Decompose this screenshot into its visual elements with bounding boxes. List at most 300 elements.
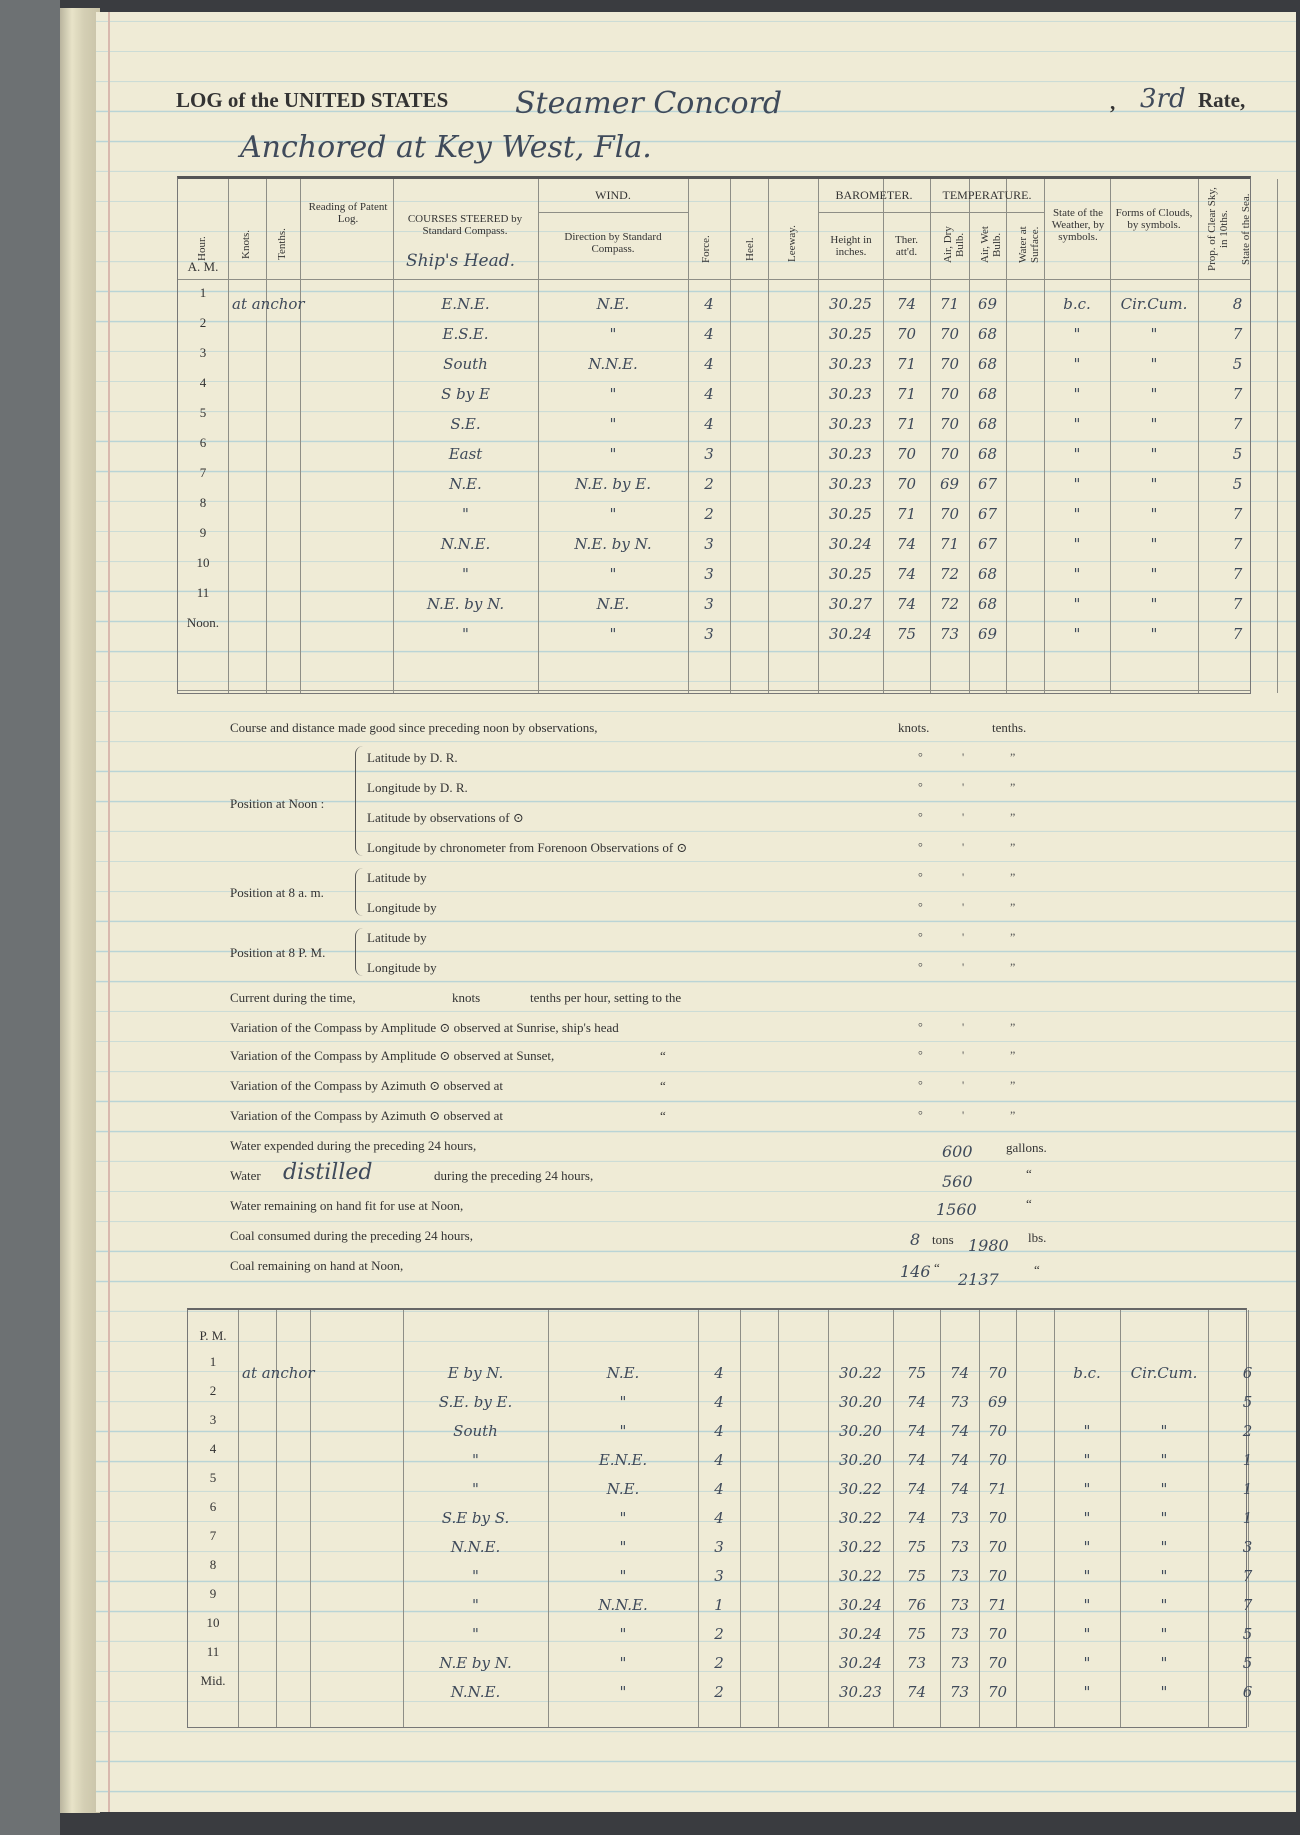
log-title: LOG of the UNITED STATES: [176, 88, 449, 112]
cell-dry: 74: [949, 1422, 970, 1440]
patent-log-header: Reading of Patent Log.: [308, 201, 388, 225]
column-divider: [300, 179, 301, 693]
cell-dry: 73: [949, 1538, 970, 1556]
cell-wind: N.E.: [596, 595, 630, 613]
cell-log: at anchor: [242, 1364, 315, 1382]
cell-height: 30.24: [829, 535, 872, 553]
column-divider: [266, 179, 267, 693]
cell-course: N.E.: [449, 475, 482, 493]
cell-ther: 75: [906, 1625, 927, 1643]
tenths-header: Tenths.: [276, 228, 288, 260]
cell-force: 4: [704, 295, 714, 313]
dry-bulb-header: Air, Dry Bulb.: [942, 226, 966, 264]
cell-course: ": [462, 625, 469, 643]
cell-wind: ": [619, 1509, 627, 1527]
column-divider: [1198, 179, 1199, 693]
cell-ther: 73: [906, 1654, 927, 1672]
ther-header: Ther. att'd.: [895, 234, 918, 258]
cell-force: 3: [704, 445, 714, 463]
cell-height: 30.25: [829, 565, 872, 583]
degree-mark: °: [918, 870, 923, 884]
column-divider: [730, 179, 731, 693]
cell-ther: 70: [896, 325, 917, 343]
cell-height: 30.20: [839, 1422, 882, 1440]
cell-clear: 7: [1232, 595, 1243, 613]
cell-course: ": [472, 1480, 479, 1498]
hour-label: 9: [209, 1586, 217, 1601]
cell-course: E.S.E.: [442, 325, 489, 343]
degree-mark: °: [918, 1048, 923, 1062]
cell-wet: 69: [987, 1393, 1008, 1411]
hour-label: 10: [206, 1615, 220, 1630]
water-expended-label: Water expended during the preceding 24 hours,: [230, 1138, 477, 1153]
cell-dry: 70: [939, 445, 960, 463]
cell-wet: 70: [987, 1625, 1008, 1643]
cell-dry: 73: [949, 1625, 970, 1643]
cell-course: N.E. by N.: [426, 595, 505, 613]
cell-ther: 74: [906, 1451, 927, 1469]
coal-consumed-label: Coal consumed during the preceding 24 hours,: [230, 1228, 473, 1243]
cell-clear: 7: [1232, 415, 1243, 433]
hour-label: 9: [199, 525, 207, 540]
cell-wind: ": [609, 505, 617, 523]
longitude-by-8am-label: Longitude by: [367, 900, 437, 915]
degree-mark: °: [918, 1108, 923, 1122]
cell-wet: 70: [987, 1567, 1008, 1585]
cell-height: 30.25: [829, 505, 872, 523]
cell-wet: 67: [977, 475, 998, 493]
cell-ther: 71: [896, 505, 917, 523]
cell-wind: N.N.E.: [598, 1596, 648, 1614]
cell-force: 4: [704, 355, 714, 373]
cell-dry: 70: [939, 415, 960, 433]
hour-label: 7: [199, 465, 207, 480]
cell-height: 30.23: [829, 475, 872, 493]
cell-weather: ": [1083, 1451, 1091, 1469]
cell-height: 30.20: [839, 1451, 882, 1469]
book-binding: [60, 8, 100, 1813]
cell-dry: 73: [949, 1393, 970, 1411]
cell-wind: ": [609, 625, 617, 643]
cell-dry: 71: [939, 295, 960, 313]
cell-clouds: ": [1150, 595, 1158, 613]
cell-course: N.N.E.: [450, 1683, 501, 1701]
column-divider: [818, 179, 819, 693]
cell-clear: 1: [1242, 1451, 1253, 1469]
cell-weather: ": [1083, 1625, 1091, 1643]
cell-force: 3: [704, 625, 714, 643]
cell-dry: 73: [949, 1509, 970, 1527]
cell-wet: 70: [987, 1538, 1008, 1556]
tons-label: tons: [932, 1232, 954, 1247]
coal-remaining-lbs: 2137: [958, 1270, 999, 1289]
cell-height: 30.22: [839, 1538, 882, 1556]
cell-clouds: Cir.Cum.: [1130, 1364, 1198, 1382]
cell-clouds: ": [1160, 1480, 1168, 1498]
cell-force: 4: [704, 415, 714, 433]
cell-course: N.E by N.: [439, 1654, 512, 1672]
cell-clear: 7: [1242, 1567, 1253, 1585]
latitude-by-8pm-label: Latitude by: [367, 930, 427, 945]
cell-course: S.E by S.: [441, 1509, 510, 1527]
cell-dry: 73: [949, 1567, 970, 1585]
cell-clouds: ": [1150, 565, 1158, 583]
cell-log: at anchor: [232, 295, 305, 313]
cell-clear: 5: [1242, 1625, 1253, 1643]
cell-ther: 71: [896, 415, 917, 433]
cell-weather: ": [1073, 475, 1081, 493]
cell-wind: ": [609, 325, 617, 343]
column-divider: [1277, 179, 1278, 693]
rate-number: 3rd: [1140, 84, 1186, 114]
cell-force: 4: [714, 1422, 724, 1440]
cell-clear: 7: [1232, 625, 1243, 643]
header-comma: ,: [1110, 90, 1116, 114]
cell-dry: 71: [939, 535, 960, 553]
degree-mark: °: [918, 1078, 923, 1092]
cell-clouds: ": [1160, 1654, 1168, 1672]
knots-label: knots.: [898, 720, 930, 735]
cell-weather: ": [1083, 1683, 1091, 1701]
brace: [355, 868, 364, 916]
cell-wet: 70: [987, 1654, 1008, 1672]
cell-clouds: ": [1160, 1567, 1168, 1585]
variation-sunrise-label: Variation of the Compass by Amplitude ⊙ observed at Sunrise, ship's head: [230, 1020, 619, 1035]
cell-weather: ": [1073, 595, 1081, 613]
minute-mark: ': [962, 1048, 965, 1062]
cell-dry: 72: [939, 595, 960, 613]
cell-wind: ": [619, 1683, 627, 1701]
cell-clear: 8: [1232, 295, 1243, 313]
cell-height: 30.22: [839, 1480, 882, 1498]
cell-ther: 71: [896, 385, 917, 403]
cell-clear: 5: [1232, 445, 1243, 463]
hour-label: 1: [199, 285, 207, 300]
cell-force: 3: [714, 1567, 724, 1585]
second-mark: ”: [1010, 840, 1016, 854]
hour-label: 2: [199, 315, 207, 330]
cell-dry: 69: [939, 475, 960, 493]
hour-label: 8: [199, 495, 207, 510]
cell-clouds: ": [1160, 1625, 1168, 1643]
cell-dry: 72: [939, 565, 960, 583]
cell-force: 2: [704, 505, 714, 523]
column-divider: [1006, 179, 1007, 693]
cell-wet: 71: [987, 1480, 1008, 1498]
cell-clear: 5: [1242, 1393, 1253, 1411]
cell-wind: ": [609, 385, 617, 403]
cell-ther: 74: [906, 1422, 927, 1440]
position-8pm-label: Position at 8 P. M.: [230, 945, 326, 960]
minute-mark: ': [962, 900, 965, 914]
longitude-by-8pm-label: Longitude by: [367, 960, 437, 975]
cell-course: South: [443, 355, 488, 373]
cell-weather: ": [1073, 535, 1081, 553]
cell-wet: 68: [977, 325, 998, 343]
cell-course: N.N.E.: [450, 1538, 501, 1556]
cell-force: 3: [704, 565, 714, 583]
cell-clouds: ": [1150, 445, 1158, 463]
degree-mark: °: [918, 750, 923, 764]
hour-label: 4: [199, 375, 207, 390]
cell-dry: 73: [939, 625, 960, 643]
cell-course: ": [472, 1567, 479, 1585]
cell-weather: ": [1073, 325, 1081, 343]
minute-mark: ': [962, 750, 965, 764]
cell-height: 30.22: [839, 1364, 882, 1382]
cell-clear: 5: [1232, 355, 1243, 373]
cell-height: 30.24: [839, 1596, 882, 1614]
cell-clear: 1: [1242, 1480, 1253, 1498]
coal-consumed-lbs: 1980: [968, 1236, 1009, 1255]
cell-wet: 70: [987, 1683, 1008, 1701]
wet-bulb-header: Air, Wet Bulb.: [979, 226, 1003, 264]
hour-label: 10: [196, 555, 210, 570]
ditto-mark: “: [660, 1078, 666, 1093]
cell-clear: 7: [1232, 535, 1243, 553]
cell-ther: 74: [896, 295, 917, 313]
margin-line: [108, 12, 110, 1812]
cell-course: ": [462, 505, 469, 523]
cell-clouds: ": [1150, 535, 1158, 553]
cell-clouds: ": [1160, 1451, 1168, 1469]
minute-mark: ': [962, 930, 965, 944]
second-mark: ”: [1010, 1048, 1016, 1062]
heel-header: Heel.: [744, 237, 756, 261]
rate-label: Rate,: [1198, 88, 1246, 112]
cell-weather: ": [1083, 1538, 1091, 1556]
baro-temp-header-rule: [818, 212, 1044, 213]
minute-mark: ': [962, 870, 965, 884]
cell-wind: ": [619, 1625, 627, 1643]
pm-log-table: [187, 1308, 1253, 1728]
cell-course: E.N.E.: [441, 295, 490, 313]
cell-weather: ": [1073, 565, 1081, 583]
hour-label: 6: [209, 1499, 217, 1514]
cell-height: 30.24: [839, 1654, 882, 1672]
water-remaining-label: Water remaining on hand fit for use at Noon,: [230, 1198, 464, 1213]
cell-clear: 6: [1242, 1364, 1253, 1382]
cell-ther: 75: [896, 625, 917, 643]
cell-force: 4: [714, 1509, 724, 1527]
cell-weather: ": [1073, 505, 1081, 523]
cell-wind: N.E. by E.: [575, 475, 651, 493]
cell-force: 4: [714, 1393, 724, 1411]
sea-state-header: State of the Sea.: [1240, 193, 1252, 265]
cell-ther: 74: [906, 1393, 927, 1411]
hour-label: 11: [196, 585, 210, 600]
column-divider: [768, 179, 769, 693]
cell-wind: N.E.: [606, 1480, 640, 1498]
cell-wet: 69: [977, 295, 998, 313]
cell-clouds: ": [1160, 1596, 1168, 1614]
second-mark: ”: [1010, 1078, 1016, 1092]
minute-mark: ': [962, 960, 965, 974]
hour-label: 4: [209, 1441, 217, 1456]
column-divider: [930, 179, 931, 693]
cell-course: ": [472, 1596, 479, 1614]
cell-weather: ": [1083, 1509, 1091, 1527]
cell-wind: N.E. by N.: [574, 535, 652, 553]
cell-force: 2: [714, 1654, 724, 1672]
wind-header-rule: [538, 212, 688, 213]
cell-wind: E.N.E.: [598, 1451, 648, 1469]
cell-weather: ": [1073, 415, 1081, 433]
cell-dry: 70: [939, 385, 960, 403]
cell-height: 30.23: [829, 385, 872, 403]
cell-clouds: ": [1150, 625, 1158, 643]
column-divider: [538, 179, 539, 693]
degree-mark: °: [918, 840, 923, 854]
cell-ther: 75: [906, 1364, 927, 1382]
second-mark: ”: [1010, 1020, 1016, 1034]
cell-ther: 75: [906, 1567, 927, 1585]
brace: [355, 928, 364, 976]
cell-course: S by E: [441, 385, 490, 403]
cell-height: 30.23: [829, 415, 872, 433]
column-divider: [238, 1310, 239, 1727]
gallons-label: gallons.: [1006, 1140, 1047, 1155]
cell-course: ": [472, 1451, 479, 1469]
cell-wet: 70: [987, 1364, 1008, 1382]
hour-label: 5: [199, 405, 207, 420]
cell-clouds: ": [1150, 325, 1158, 343]
cell-height: 30.24: [829, 625, 872, 643]
cell-wind: N.E.: [596, 295, 630, 313]
cell-wet: 68: [977, 565, 998, 583]
cell-wet: 70: [987, 1451, 1008, 1469]
cell-course: ": [472, 1625, 479, 1643]
cell-weather: b.c.: [1063, 295, 1091, 313]
cell-course: N.N.E.: [440, 535, 491, 553]
current-label: Current during the time,: [230, 990, 356, 1005]
variation-sunset-label: Variation of the Compass by Amplitude ⊙ observed at Sunset,: [230, 1048, 555, 1063]
coal-remaining-tons: 146: [900, 1262, 931, 1281]
hour-label: 11: [206, 1644, 220, 1659]
second-mark: ”: [1010, 810, 1016, 824]
knots-header: Knots.: [240, 229, 252, 259]
cell-clouds: ": [1160, 1509, 1168, 1527]
hour-label: 1: [209, 1354, 217, 1369]
vessel-name: Steamer Concord: [515, 86, 783, 121]
cell-dry: 73: [949, 1654, 970, 1672]
cell-clouds: ": [1160, 1422, 1168, 1440]
cell-clear: 7: [1242, 1596, 1253, 1614]
cell-dry: 74: [949, 1451, 970, 1469]
cell-dry: 70: [939, 355, 960, 373]
ditto-mark: “: [1026, 1166, 1032, 1181]
courses-header: COURSES STEERED by Standard Compass.: [407, 213, 523, 237]
minute-mark: ': [962, 1078, 965, 1092]
cell-wet: 67: [977, 535, 998, 553]
cell-height: 30.24: [839, 1625, 882, 1643]
ditto-mark: “: [1026, 1196, 1032, 1211]
scanner-background: [0, 0, 60, 1835]
cell-clouds: ": [1150, 355, 1158, 373]
degree-mark: °: [918, 900, 923, 914]
cell-force: 3: [704, 535, 714, 553]
current-knots-label: knots: [452, 990, 481, 1005]
cell-force: 4: [714, 1480, 724, 1498]
cell-force: 2: [714, 1683, 724, 1701]
cell-dry: 74: [949, 1364, 970, 1382]
variation-azimuth-label: Variation of the Compass by Azimuth ⊙ observed at: [230, 1078, 504, 1093]
water-label: Water: [230, 1168, 261, 1183]
cell-clouds: ": [1150, 475, 1158, 493]
cell-wet: 68: [977, 355, 998, 373]
second-mark: ”: [1010, 750, 1016, 764]
cell-ther: 70: [896, 475, 917, 493]
minute-mark: ': [962, 810, 965, 824]
wind-header: WIND.: [595, 188, 631, 202]
position-8am-label: Position at 8 a. m.: [230, 885, 324, 900]
second-mark: ”: [1010, 1108, 1016, 1122]
cell-clouds: Cir.Cum.: [1120, 295, 1188, 313]
cell-height: 30.20: [839, 1393, 882, 1411]
cell-dry: 73: [949, 1596, 970, 1614]
table-bottom-rule: [178, 690, 1250, 691]
cell-wind: N.E.: [606, 1364, 640, 1382]
cell-clear: 1: [1242, 1509, 1253, 1527]
cell-wet: 68: [977, 595, 998, 613]
second-mark: ”: [1010, 960, 1016, 974]
cell-clear: 7: [1232, 325, 1243, 343]
cell-clear: 5: [1232, 475, 1243, 493]
height-header: Height in inches.: [830, 234, 872, 258]
cell-force: 4: [714, 1364, 724, 1382]
wind-direction-header: Direction by Standard Compass.: [564, 231, 662, 255]
column-divider: [688, 179, 689, 693]
cell-clear: 3: [1242, 1538, 1253, 1556]
pm-period-label: P. M.: [199, 1328, 227, 1343]
longitude-dr-label: Longitude by D. R.: [367, 780, 468, 795]
cell-dry: 73: [949, 1683, 970, 1701]
cell-wet: 67: [977, 505, 998, 523]
minute-mark: ': [962, 840, 965, 854]
cell-height: 30.22: [839, 1567, 882, 1585]
cell-wet: 68: [977, 385, 998, 403]
longitude-chronometer-label: Longitude by chronometer from Forenoon Observations of ⊙: [367, 840, 688, 855]
water-distilled-word: distilled: [283, 1160, 373, 1185]
cell-force: 1: [714, 1596, 724, 1614]
cell-weather: ": [1073, 625, 1081, 643]
cell-ther: 70: [896, 445, 917, 463]
latitude-observations-label: Latitude by observations of ⊙: [367, 810, 524, 825]
cell-force: 2: [714, 1625, 724, 1643]
ditto-mark: “: [660, 1108, 666, 1123]
location: Anchored at Key West, Fla.: [240, 130, 652, 165]
second-mark: ”: [1010, 900, 1016, 914]
hour-label: 7: [209, 1528, 217, 1543]
cell-force: 3: [704, 595, 714, 613]
cell-wind: N.N.E.: [588, 355, 638, 373]
cell-ther: 76: [906, 1596, 927, 1614]
second-mark: ”: [1010, 870, 1016, 884]
cell-dry: 70: [939, 505, 960, 523]
cell-weather: ": [1083, 1480, 1091, 1498]
column-divider: [228, 179, 229, 693]
ditto-mark: “: [660, 1048, 666, 1063]
degree-mark: °: [918, 930, 923, 944]
cell-course: East: [448, 445, 483, 463]
cell-wind: ": [619, 1422, 627, 1440]
cell-ther: 74: [906, 1480, 927, 1498]
cell-wet: 71: [987, 1596, 1008, 1614]
degree-mark: °: [918, 780, 923, 794]
force-header: Force.: [700, 235, 712, 263]
water-expended-value: 600: [942, 1142, 973, 1161]
am-log-table: [177, 176, 1251, 694]
